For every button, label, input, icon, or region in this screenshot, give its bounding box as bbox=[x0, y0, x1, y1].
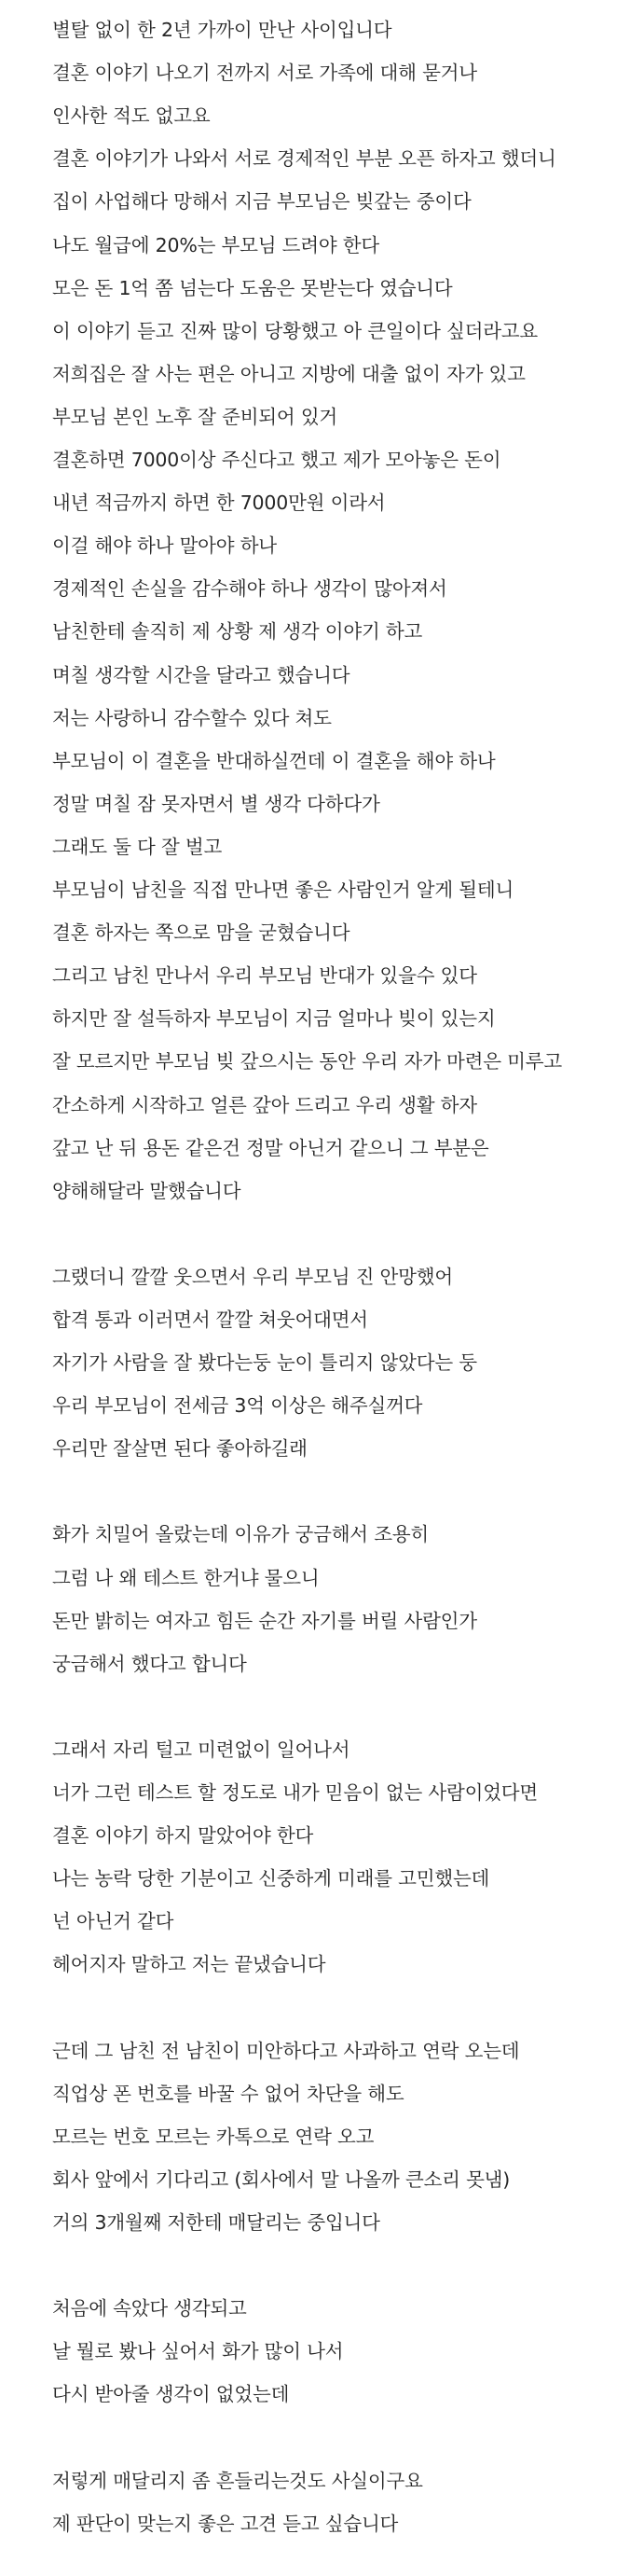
text-line: 남친한테 솔직히 제 상황 제 생각 이야기 하고 bbox=[52, 620, 423, 643]
text-line: 합격 통과 이러면서 깔깔 쳐웃어대면서 bbox=[52, 1309, 368, 1331]
text-line: 그랬더니 깔깔 웃으면서 우리 부모님 진 안망했어 bbox=[52, 1266, 453, 1288]
text-line: 결혼하면 7000이상 주신다고 했고 제가 모아놓은 돈이 bbox=[52, 449, 501, 471]
text-line: 저희집은 잘 사는 편은 아니고 지방에 대출 없이 자가 있고 bbox=[52, 363, 526, 385]
text-line: 부모님이 이 결혼을 반대하실껀데 이 결혼을 해야 하나 bbox=[52, 750, 496, 772]
text-line: 직업상 폰 번호를 바꿀 수 없어 차단을 해도 bbox=[52, 2083, 404, 2105]
text-line: 간소하게 시작하고 얼른 갚아 드리고 우리 생활 하자 bbox=[52, 1094, 477, 1116]
text-line: 그리고 남친 만나서 우리 부모님 반대가 있을수 있다 bbox=[52, 964, 477, 987]
text-line: 며칠 생각할 시간을 달라고 했습니다 bbox=[52, 664, 350, 686]
text-line: 처음에 속았다 생각되고 bbox=[52, 2297, 247, 2320]
text-line: 화가 치밀어 올랐는데 이유가 궁금해서 조용히 bbox=[52, 1523, 430, 1545]
text-line: 결혼 하자는 쪽으로 맘을 굳혔습니다 bbox=[52, 921, 350, 944]
text-line: 모르는 번호 모르는 카톡으로 연락 오고 bbox=[52, 2126, 375, 2148]
text-line: 넌 아닌거 같다 bbox=[52, 1910, 174, 1932]
text-line: 돈만 밝히는 여자고 힘든 순간 자기를 버릴 사람인가 bbox=[52, 1610, 477, 1632]
text-line: 거의 3개월째 저한테 매달리는 중입니다 bbox=[52, 2211, 380, 2234]
text-line: 결혼 이야기가 나와서 서로 경제적인 부분 오픈 하자고 했더니 bbox=[52, 147, 556, 170]
text-line: 그래도 둘 다 잘 벌고 bbox=[52, 836, 223, 858]
text-line: 나는 농락 당한 기분이고 신중하게 미래를 고민했는데 bbox=[52, 1867, 490, 1890]
text-line: 부모님 본인 노후 잘 준비되어 있거 bbox=[52, 406, 338, 428]
text-line: 정말 며칠 잠 못자면서 별 생각 다하다가 bbox=[52, 793, 380, 815]
text-line: 이걸 해야 하나 말아야 하나 bbox=[52, 534, 277, 557]
text-line: 부모님이 남친을 직접 만나면 좋은 사람인거 알게 될테니 bbox=[52, 879, 514, 901]
text-line: 우리 부모님이 전세금 3억 이상은 해주실꺼다 bbox=[52, 1394, 423, 1417]
text-line: 자기가 사람을 잘 봤다는둥 눈이 틀리지 않았다는 둥 bbox=[52, 1351, 477, 1374]
text-line: 저는 사랑하니 감수할수 있다 쳐도 bbox=[52, 707, 332, 729]
text-line: 결혼 이야기 하지 말았어야 한다 bbox=[52, 1824, 314, 1847]
text-line: 모은 돈 1억 쫌 넘는다 도움은 못받는다 였습니다 bbox=[52, 277, 453, 299]
text-line: 갚고 난 뒤 용돈 같은건 정말 아닌거 같으니 그 부분은 bbox=[52, 1137, 489, 1159]
text-line: 별탈 없이 한 2년 가까이 만난 사이입니다 bbox=[52, 19, 392, 41]
text-line: 그래서 자리 털고 미련없이 일어나서 bbox=[52, 1738, 350, 1761]
text-line: 헤어지자 말하고 저는 끝냈습니다 bbox=[52, 1953, 326, 1975]
text-line: 저렇게 매달리지 좀 흔들리는것도 사실이구요 bbox=[52, 2470, 423, 2492]
text-line: 근데 그 남친 전 남친이 미안하다고 사과하고 연락 오는데 bbox=[52, 2040, 520, 2062]
text-line: 내년 적금까지 하면 한 7000만원 이라서 bbox=[52, 492, 386, 514]
text-line: 그럼 나 왜 테스트 한거냐 물으니 bbox=[52, 1567, 320, 1589]
text-line: 너가 그런 테스트 할 정도로 내가 믿음이 없는 사람이었다면 bbox=[52, 1781, 539, 1804]
text-line: 궁금해서 했다고 합니다 bbox=[52, 1653, 247, 1675]
text-line: 집이 사업해다 망해서 지금 부모님은 빚갚는 중이다 bbox=[52, 190, 472, 213]
text-line: 이 이야기 듣고 진짜 많이 당황했고 아 큰일이다 싶더라고요 bbox=[52, 320, 539, 342]
text-line: 우리만 잘살면 된다 좋아하길래 bbox=[52, 1437, 308, 1460]
text-line: 하지만 잘 설득하자 부모님이 지금 얼마나 빚이 있는지 bbox=[52, 1007, 496, 1030]
text-line: 제 판단이 맞는지 좋은 고견 듣고 싶습니다 bbox=[52, 2513, 399, 2535]
text-line: 다시 받아줄 생각이 없었는데 bbox=[52, 2383, 290, 2405]
text-line: 회사 앞에서 기다리고 (회사에서 말 나올까 큰소리 못냄) bbox=[52, 2168, 511, 2191]
text-line: 인사한 적도 없고요 bbox=[52, 104, 211, 127]
text-line: 결혼 이야기 나오기 전까지 서로 가족에 대해 묻거나 bbox=[52, 62, 477, 84]
text-line: 양해해달라 말했습니다 bbox=[52, 1180, 241, 1202]
text-line: 날 뭘로 봤나 싶어서 화가 많이 나서 bbox=[52, 2340, 344, 2362]
text-line: 잘 모르지만 부모님 빚 갚으시는 동안 우리 자가 마련은 미루고 bbox=[52, 1050, 562, 1073]
text-line: 경제적인 손실을 감수해야 하나 생각이 많아져서 bbox=[52, 577, 447, 600]
text-line: 나도 월급에 20%는 부모님 드려야 한다 bbox=[52, 234, 379, 256]
